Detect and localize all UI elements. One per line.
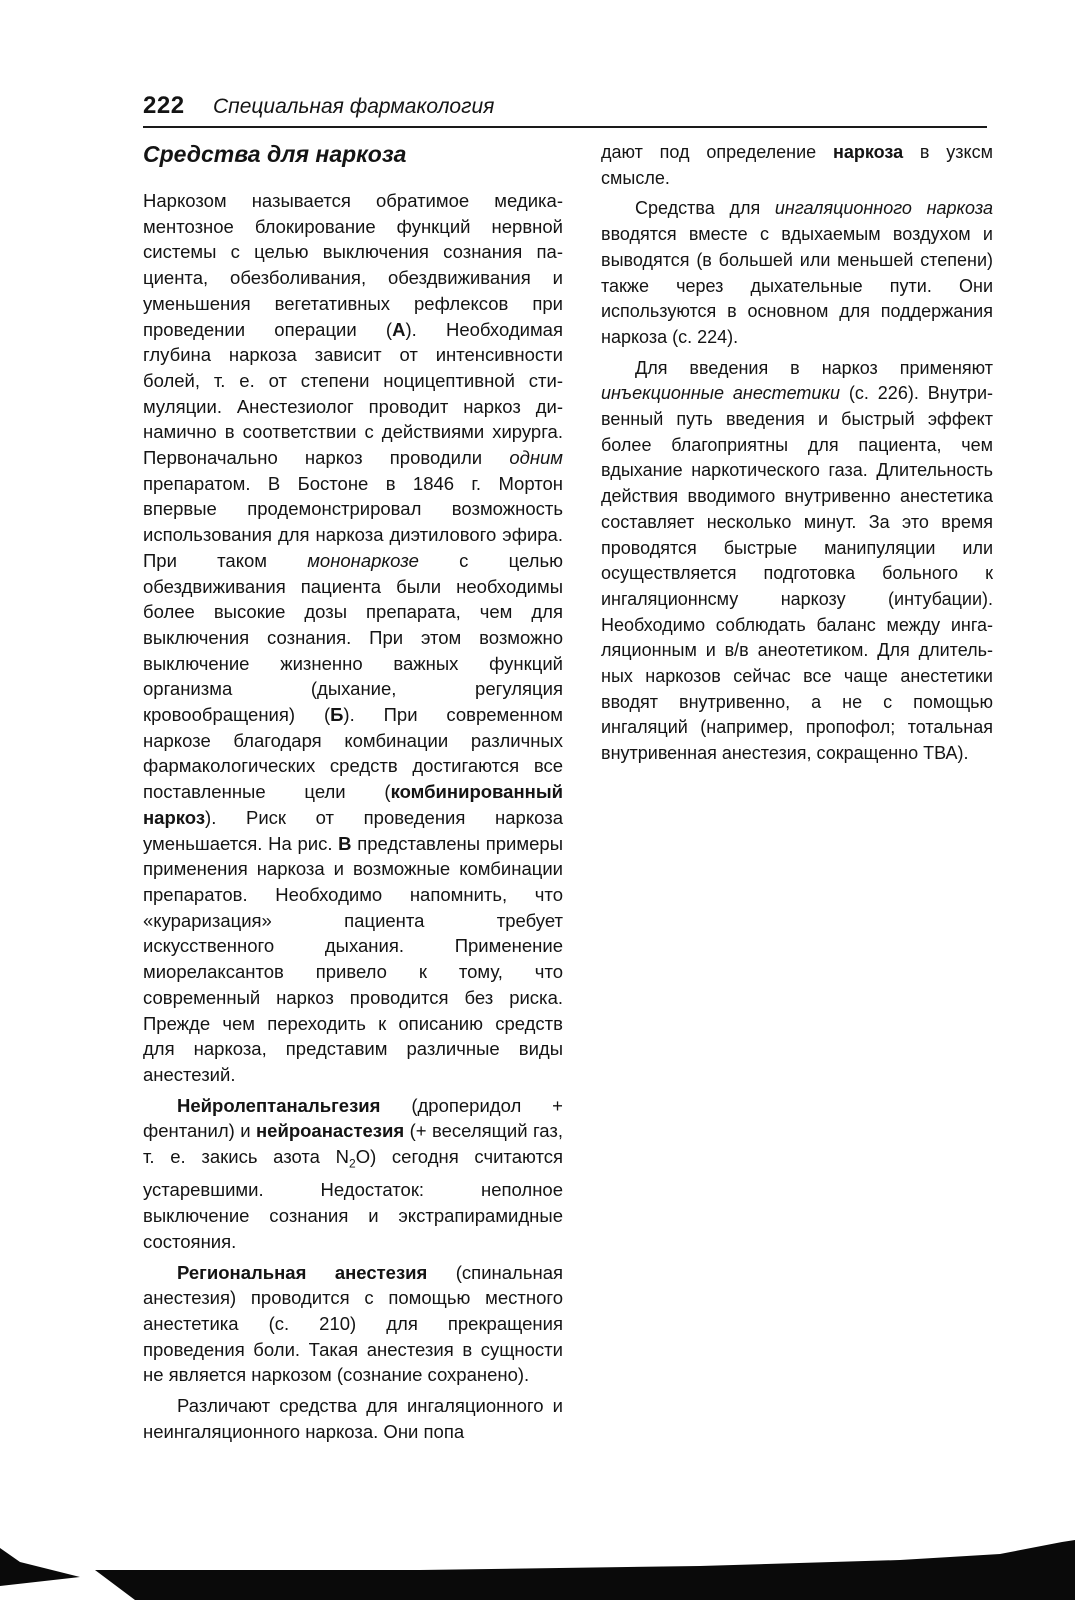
page-header <box>143 92 987 128</box>
paragraph-intro: Наркозом называется обратимое медикаментозное блокирование функций нервной системы с целью выключения сознания пациента, обезболивания, обездвиживания и уменьшения вегетативных рефлексов при проведении операции (А). Необходимая глубина наркоза зависит от интенсивности болей, т. е. от степени ноцицептивной стимуляции. Анестезиолог проводит наркоз динамично в соответствии с действиями хирурга. Первоначально наркоз проводили одним препаратом. В Бостоне в 1846 г. Мортон впервые продемонстрировал возможность использования для наркоза диэтилового эфира. При таком мононаркозе с целью обездвиживания пациента были необходимы более высокие дозы препарата, чем для выключения сознания. При этом возможно выключение жизненно важных функций организма (дыхание, регуляция кровообращения) (Б). При современном наркозе благодаря комбинации различных фармакологических средств достигаются все поставленные цели (комбинированный наркоз). Риск от проведения наркоза уменьшается. На рис. В представлены примеры применения наркоза и возможные комбинации препаратов. Необходимо напомнить, что «кураризация» пациента требует искусственного дыхания. Применение миорелаксантов привело к тому, что современный наркоз проводится без риска. Прежде чем переходить к описанию средств для наркоза, представим различные виды анестезий. <box>143 190 564 1085</box>
right-column <box>601 140 993 767</box>
paragraph-inhalation: Средства для ингаляционного наркоза вводятся вместе с вдыхаемым воздухом и выводятся (в большей или меньшей степени) также через дыхательные пути. Они используются в основном для поддержания наркоза (с. 224). <box>601 198 994 347</box>
paragraph-classification: Различают средства для ингаляционного и неингаляционного наркоза. Они попа <box>143 1395 563 1442</box>
paragraph-injection: Для введения в наркоз применяют инъекционные анестетики (с. 226). Внутривенный путь введения и быстрый эффект более благоприятны для пациента, чем вдыхание наркотического газа. Длительность действия вводимого внутривенно анестетика составляет несколько минут. За это время проводятся быстрые манипуляции или осуществляется подготовка больного к ингаляционнсму наркозу (интубации). Необходимо соблюдать баланс между ингаляционным и в/в анеотетиком. Для длительных наркозов сейчас все чаще анестетики вводят внутривенно, а не с помощью ингаляций (например, пропофол; тотальная внутривенная анестезия, сокращенно ТВА). <box>601 357 993 764</box>
paragraph-continuation: дают под определение наркоза в узксм смысле. <box>601 142 993 188</box>
page-number: 222 <box>143 92 185 119</box>
scan-edge-shadow <box>0 1530 1075 1600</box>
paragraph-neuroleptanalgesia: Нейролептанальгезия (дроперидол + фентанил) и нейроанастезия (+ веселящий газ, т. е. закись азота $N_2O$) сегодня считаются устаревшими. Недостаток: неполное выключение сознания и экстрапирамидные состояния. <box>143 1094 564 1252</box>
paragraph-regional-anesthesia: Региональная анестезия (спинальная анестезия) проводится с помощью местного анестетика (с. 210) для прекращения проведения боли. Такая анестезия в сущности не является наркозом (сознание сохранено). <box>143 1261 563 1386</box>
section-title: Средства для наркоза <box>143 141 407 167</box>
running-title: Специальная фармакология <box>213 95 495 118</box>
left-column <box>143 188 563 1444</box>
